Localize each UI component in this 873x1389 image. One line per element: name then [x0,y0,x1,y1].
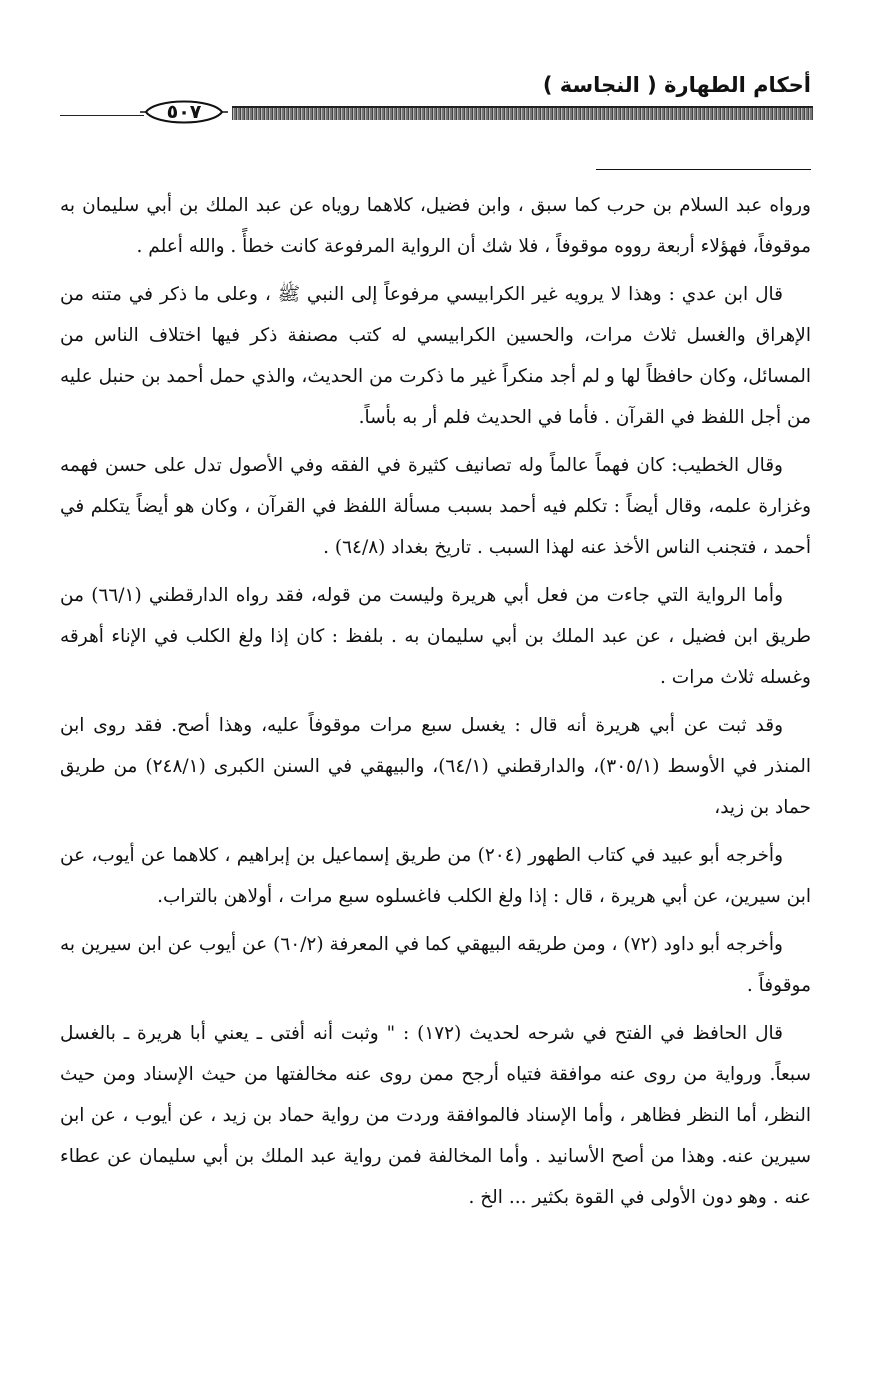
header-ornament-rule [232,106,813,120]
page-number: ٥٠٧ [166,101,202,123]
paragraph-6: وأخرجه أبو عبيد في كتاب الطهور (٢٠٤) من طريق إسماعيل بن إبراهيم ، كلاهما عن أيوب، عن ابن سيرين، عن أبي هريرة ، قال : إذا ولغ الكلب فاغسلوه سبع مرات ، أولاهن بالتراب. [60,845,811,907]
paragraph-8: قال الحافظ في الفتح في شرحه لحديث (١٧٢) : " وثبت أنه أفتى ـ يعني أبا هريرة ـ بالغسل سبعاً. ورواية من روى عنه موافقة فتياه أرجح ممن روى عنه مخالفتها من حيث الإسناد ومن حيث النظر، أما النظر فظاهر ، وأما الإسناد فالموافقة وردت من رواية حماد بن زيد ، عن أيوب ، عن ابن سيرين عنه. وهذا من أصح الأسانيد . وأما المخالفة فمن رواية عبد الملك بن أبي سليمان عن عطاء عنه . وهو دون الأولى في القوة بكثير ... الخ . [60,1023,811,1208]
body-text [60,185,811,1225]
paragraph-7: وأخرجه أبو داود (٧٢) ، ومن طريقه البيهقي كما في المعرفة (٦٠/٢) عن أيوب عن ابن سيرين به موقوفاً . [60,934,811,996]
paragraph-3: وقال الخطيب: كان فهماً عالماً وله تصانيف كثيرة في الفقه وفي الأصول تدل على حسن فهمه وغزارة علمه، وقال أيضاً : تكلم فيه أحمد بسبب مسألة اللفظ في القرآن ، وكان هو أيضاً يتكلم في أحمد ، فتجنب الناس الأخذ عنه لهذا السبب . تاريخ بغداد (٦٤/٨) . [60,455,811,558]
paragraph-5: وقد ثبت عن أبي هريرة أنه قال : يغسل سبع مرات موقوفاً عليه، وهذا أصح. فقد روى ابن المنذر في الأوسط (٣٠٥/١)، والدارقطني (٦٤/١)، والبيهقي في السنن الكبرى (٢٤٨/١) من طريق حماد بن زيد، [60,715,811,818]
paragraph-1: ورواه عبد السلام بن حرب كما سبق ، وابن فضيل، كلاهما روياه عن عبد الملك بن أبي سليمان به موقوفاً، فهؤلاء أربعة رووه موقوفاً ، فلا شك أن الرواية المرفوعة كانت خطأً . والله أعلم . [60,195,811,257]
footnote-separator [596,169,811,170]
header-left-rule [60,115,144,116]
page-number-frame [138,96,230,128]
paragraph-4: وأما الرواية التي جاءت من فعل أبي هريرة وليست من قوله، فقد رواه الدارقطني (٦٦/١) من طريق ابن فضيل ، عن عبد الملك بن أبي سليمان به . بلفظ : كان إذا ولغ الكلب في الإناء أهرقه وغسله ثلاث مرات . [60,585,811,688]
running-title: أحكام الطهارة ( النجاسة ) [542,73,811,97]
paragraph-2: قال ابن عدي : وهذا لا يرويه غير الكرابيسي مرفوعاً إلى النبي ﷺ ، وعلى ما ذكر في متنه من الإهراق والغسل ثلاث مرات، والحسين الكرابيسي له كتب مصنفة ذكر فيها اختلاف الناس من المسائل، وكان حافظاً لها و لم أجد منكراً غير ما ذكرت من الحديث، والذي حمل أحمد بن حنبل عليه من أجل اللفظ في القرآن . فأما في الحديث فلم أر به بأساً. [60,284,811,428]
